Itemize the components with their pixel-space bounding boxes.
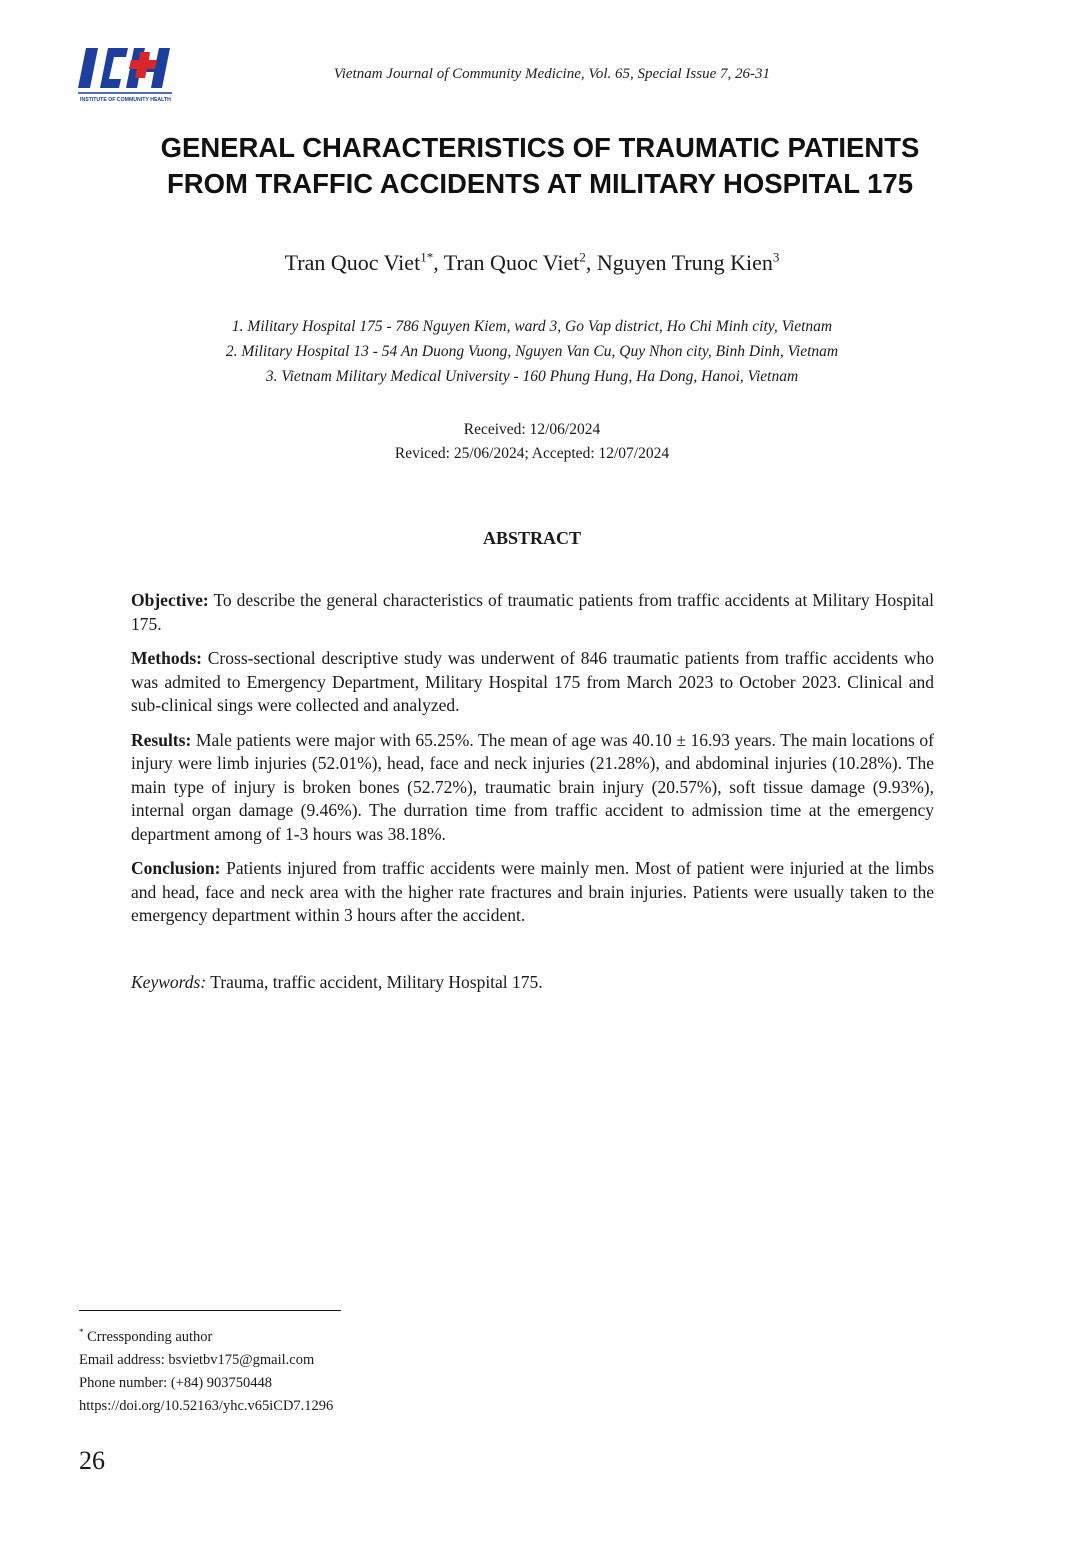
abstract-label: Methods: (131, 648, 202, 668)
logo-subtext: INSTITUTE OF COMMUNITY HEALTH (80, 97, 171, 103)
author-name: Nguyen Trung Kien (596, 250, 773, 275)
keywords-label: Keywords: (131, 972, 207, 992)
footnote-mark: * (79, 1327, 84, 1337)
title-line-2: FROM TRAFFIC ACCIDENTS AT MILITARY HOSPITAL 175 (166, 168, 914, 199)
abstract-text: To describe the general characteristics of traumatic patients from traffic accidents at Military Hospital 175. (131, 590, 934, 634)
page-number: 26 (79, 1446, 105, 1475)
abstract-text: Patients injured from traffic accidents were mainly men. Most of patient were injuried at the limbs and head, face and neck area with the higher rate fractures and brain injuries. Patients were usually taken to the emergency department within 3 hours after the accident. (131, 858, 934, 925)
abstract-text: Male patients were major with 65.25%. The mean of age was 40.10 ± 16.93 years. The main locations of injury were limb injuries (52.01%), head, face and neck injuries (21.28%), and abdominal injuries (10.28%). The main type of injury is broken bones (52.72%), traumatic brain injury (20.57%), soft tissue damage (9.93%), internal organ damage (9.46%). The durration time from traffic accident to admission time at the emergency department among of 1-3 hours was 38.18%. (131, 729, 934, 844)
author-separator: , (585, 250, 597, 275)
phone-number: Phone number: (+84) 903750448 (79, 1374, 273, 1391)
abstract-label: Objective: (131, 590, 209, 610)
author-name: Tran Quoc Viet (443, 250, 580, 275)
affiliation-2: 2. Military Hospital 13 - 54 An Duong Vuong, Nguyen Van Cu, Quy Nhon city, Binh Dinh, Vietnam (225, 343, 839, 360)
author-name: Tran Quoc Viet (284, 250, 421, 275)
doi-link[interactable]: https://doi.org/10.52163/yhc.v65iCD7.1296 (79, 1397, 334, 1414)
affiliations (0, 314, 1064, 389)
article-title (90, 130, 990, 202)
revised-accepted-date: Reviced: 25/06/2024; Accepted: 12/07/2024 (394, 445, 670, 462)
abstract-results (131, 729, 934, 847)
author-affil-mark: 3 (772, 249, 780, 265)
keywords (131, 972, 543, 993)
abstract-conclusion (131, 857, 934, 928)
journal-logo (78, 44, 182, 106)
author-affil-mark: 1* (420, 249, 434, 265)
abstract-text: Cross-sectional descriptive study was underwent of 846 traumatic patients from traffic accidents who was admited to Emergency Department, Military Hospital 175 from March 2023 to October 2023. Clinical and sub-clinical sings were collected and analyzed. (131, 648, 934, 715)
abstract-objective (131, 589, 934, 636)
ich-logo-icon (78, 44, 182, 106)
author-list (0, 250, 1064, 276)
footnote-divider (79, 1310, 341, 1311)
abstract-label: Results: (131, 729, 192, 750)
abstract-heading: ABSTRACT (482, 528, 582, 548)
author-separator: , (433, 250, 444, 275)
email-address: Email address: bsvietbv175@gmail.com (79, 1351, 315, 1368)
affiliation-1: 1. Military Hospital 175 - 786 Nguyen Kiem, ward 3, Go Vap district, Ho Chi Minh city, Vietnam (231, 318, 833, 335)
abstract-label: Conclusion: (131, 858, 221, 878)
author-affil-mark: 2 (579, 249, 586, 265)
affiliation-3: 3. Vietnam Military Medical University - 160 Phung Hung, Ha Dong, Hanoi, Vietnam (265, 368, 799, 385)
corresponding-author-note (79, 1321, 333, 1349)
footnotes (79, 1321, 333, 1418)
abstract-body (131, 589, 934, 939)
received-date: Received: 12/06/2024 (463, 421, 601, 438)
title-line-1: GENERAL CHARACTERISTICS OF TRAUMATIC PATIENTS (160, 132, 920, 163)
keywords-text: Trauma, traffic accident, Military Hospital 175. (206, 972, 543, 992)
article-dates (0, 418, 1064, 466)
journal-citation-text: Vietnam Journal of Community Medicine, Vol. 65, Special Issue 7, 26-31 (333, 66, 770, 82)
corresponding-text: Crressponding author (83, 1328, 213, 1345)
abstract-methods (131, 647, 934, 718)
